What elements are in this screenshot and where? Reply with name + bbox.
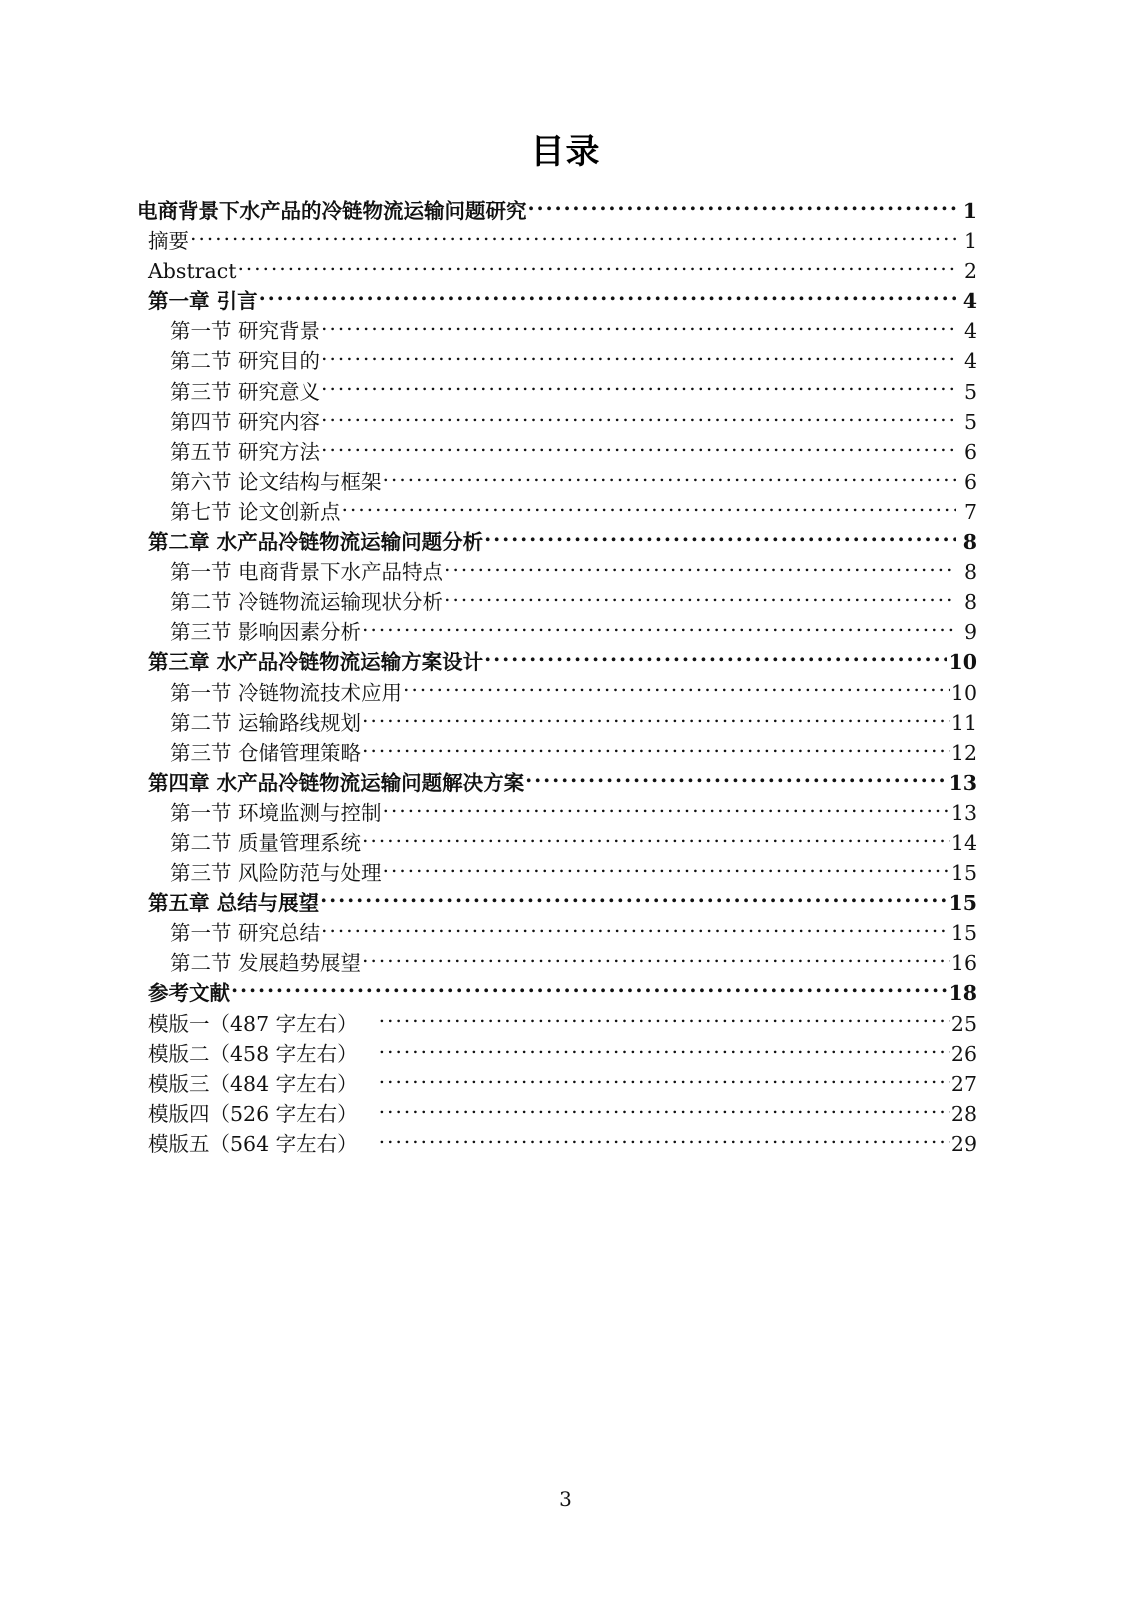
toc-entry[interactable]: [137, 377, 977, 407]
toc-entry-page-number: 2: [963, 259, 977, 284]
toc-entry-label: 第五节 研究方法: [170, 439, 321, 464]
toc-dot-leader: [528, 198, 957, 219]
toc-entry-label: 模版三（484 字左右）: [148, 1071, 358, 1096]
toc-entry-label: 第三节 研究意义: [170, 379, 321, 404]
toc-entry-label: 第一节 电商背景下水产品特点: [170, 560, 444, 585]
toc-entry[interactable]: [137, 1099, 977, 1129]
toc-dot-leader: [362, 739, 950, 760]
toc-entry-label: 第二节 质量管理系统: [170, 830, 362, 855]
toc-dot-leader: [379, 1010, 950, 1031]
toc-entry-label: 第三章 水产品冷链物流运输方案设计: [148, 650, 484, 675]
page-title: 目录: [530, 132, 601, 172]
toc-dot-leader: [342, 498, 956, 519]
toc-entry-label: Abstract: [148, 259, 237, 284]
toc-entry[interactable]: [137, 316, 977, 346]
toc-dot-leader: [379, 1130, 950, 1151]
toc-entry-label: 第三节 仓储管理策略: [170, 740, 362, 765]
toc-dot-leader: [525, 769, 947, 790]
toc-entry-page-number: 18: [948, 981, 977, 1006]
toc-entry[interactable]: [137, 1069, 977, 1099]
toc-entry-page-number: 5: [963, 379, 977, 404]
toc-entry[interactable]: [137, 467, 977, 497]
toc-entry-label: 第一节 研究总结: [170, 921, 321, 946]
toc-entry-label: 参考文献: [148, 981, 230, 1006]
toc-entry-label: 第二节 研究目的: [170, 349, 321, 374]
toc-entry-label: 第五章 总结与展望: [148, 891, 320, 916]
toc-entry[interactable]: [137, 1039, 977, 1069]
toc-dot-leader: [444, 559, 956, 580]
toc-entry[interactable]: [137, 557, 977, 587]
toc-entry-page-number: 1: [963, 229, 977, 254]
toc-entry-label: 第六节 论文结构与框架: [170, 469, 382, 494]
toc-entry-page-number: 13: [950, 800, 977, 825]
toc-entry-label: 第二章 水产品冷链物流运输问题分析: [148, 530, 484, 555]
toc-entry-page-number: 14: [950, 830, 977, 855]
footer-page-number: 3: [559, 1487, 572, 1511]
toc-entry[interactable]: [137, 346, 977, 376]
toc-dot-leader: [444, 589, 956, 610]
toc-entry-page-number: 5: [963, 409, 977, 434]
toc-entry-label: 模版一（487 字左右）: [148, 1011, 358, 1036]
toc-dot-leader: [484, 649, 947, 670]
toc-dot-leader: [484, 529, 956, 550]
toc-entry[interactable]: [137, 587, 977, 617]
toc-dot-leader: [362, 709, 950, 730]
toc-entry[interactable]: [137, 1009, 977, 1039]
toc-entry-page-number: 6: [963, 439, 977, 464]
toc-entry[interactable]: [137, 948, 977, 978]
toc-entry-label: 第二节 冷链物流运输现状分析: [170, 590, 444, 615]
toc-dot-leader: [321, 920, 950, 941]
toc-entry-page-number: 10: [948, 650, 977, 675]
toc-entry-page-number: 16: [950, 951, 977, 976]
toc-entry-page-number: 8: [962, 530, 977, 555]
toc-entry-page-number: 4: [963, 319, 977, 344]
toc-entry-page-number: 15: [948, 891, 977, 916]
toc-dot-leader: [383, 799, 950, 820]
toc-entry-label: 模版四（526 字左右）: [148, 1101, 358, 1126]
toc-entry-label: 第七节 论文创新点: [170, 499, 341, 524]
toc-dot-leader: [321, 408, 956, 429]
toc-entry[interactable]: [137, 708, 977, 738]
toc-entry-page-number: 11: [950, 710, 977, 735]
toc-entry[interactable]: [137, 256, 977, 286]
toc-entry[interactable]: [137, 226, 977, 256]
toc-entry-page-number: 6: [963, 469, 977, 494]
toc-entry-label: 第二节 运输路线规划: [170, 710, 362, 735]
toc-entry-page-number: 7: [963, 499, 977, 524]
toc-entry-page-number: 15: [950, 921, 977, 946]
toc-entry-page-number: 27: [950, 1071, 977, 1096]
toc-entry[interactable]: [137, 647, 977, 677]
toc-entry-label: 第四章 水产品冷链物流运输问题解决方案: [148, 770, 525, 795]
toc-dot-leader: [379, 1040, 950, 1061]
toc-dot-leader: [237, 258, 956, 279]
toc-entry-label: 第二节 发展趋势展望: [170, 951, 362, 976]
toc-entry[interactable]: [137, 286, 977, 316]
toc-entry[interactable]: [137, 527, 977, 557]
toc-dot-leader: [362, 950, 950, 971]
toc-dot-leader: [320, 890, 947, 911]
toc-entry-page-number: 29: [950, 1131, 977, 1156]
toc-entry-page-number: 4: [962, 289, 977, 314]
toc-dot-leader: [362, 619, 956, 640]
toc-dot-leader: [231, 980, 947, 1001]
toc-entry[interactable]: [137, 407, 977, 437]
toc-entry-label: 摘要: [148, 229, 189, 254]
toc-entry-page-number: 10: [950, 680, 977, 705]
toc-dot-leader: [259, 288, 956, 309]
toc-dot-leader: [379, 1070, 950, 1091]
toc-entry[interactable]: [137, 1129, 977, 1159]
toc-entry[interactable]: [137, 888, 977, 918]
toc-dot-leader: [190, 228, 956, 249]
toc-dot-leader: [403, 679, 950, 700]
toc-dot-leader: [321, 318, 956, 339]
toc-entry-label: 第四节 研究内容: [170, 409, 321, 434]
toc-entry-label: 模版五（564 字左右）: [148, 1131, 358, 1156]
toc-entry-page-number: 1: [962, 199, 977, 223]
toc-entry-label: 第一章 引言: [148, 289, 258, 314]
toc-entry-page-number: 28: [950, 1101, 977, 1126]
toc-entry-label: 第一节 环境监测与控制: [170, 800, 382, 825]
toc-dot-leader: [383, 860, 950, 881]
toc-entry[interactable]: [137, 918, 977, 948]
toc-entry-label: 电商背景下水产品的冷链物流运输问题研究: [137, 199, 527, 223]
toc-dot-leader: [383, 468, 956, 489]
toc-entry-label: 第三节 风险防范与处理: [170, 861, 382, 886]
toc-entry[interactable]: [137, 978, 977, 1008]
toc-entry[interactable]: [137, 497, 977, 527]
toc-dot-leader: [321, 378, 956, 399]
toc-entry[interactable]: [137, 768, 977, 798]
toc-entry-page-number: 4: [963, 349, 977, 374]
toc-entry-page-number: 9: [963, 620, 977, 645]
toc-entry[interactable]: [137, 798, 977, 828]
toc-entry-page-number: 8: [963, 560, 977, 585]
toc-dot-leader: [321, 348, 956, 369]
toc-entry[interactable]: [137, 828, 977, 858]
toc-entry-page-number: 25: [950, 1011, 977, 1036]
toc-entry-page-number: 8: [963, 590, 977, 615]
toc-entry[interactable]: [137, 617, 977, 647]
toc-dot-leader: [321, 438, 956, 459]
toc-entry[interactable]: [137, 738, 977, 768]
toc-entry[interactable]: [137, 437, 977, 467]
toc-dot-leader: [379, 1100, 950, 1121]
toc-list: [137, 196, 977, 1159]
toc-entry-page-number: 26: [950, 1041, 977, 1066]
toc-entry-page-number: 12: [950, 740, 977, 765]
toc-dot-leader: [362, 829, 950, 850]
toc-entry-label: 第一节 研究背景: [170, 319, 321, 344]
toc-entry-label: 第三节 影响因素分析: [170, 620, 362, 645]
toc-entry-page-number: 13: [948, 770, 977, 795]
toc-entry-label: 第一节 冷链物流技术应用: [170, 680, 403, 705]
toc-entry[interactable]: [137, 858, 977, 888]
toc-entry-label: 模版二（458 字左右）: [148, 1041, 358, 1066]
toc-entry[interactable]: [137, 196, 977, 226]
toc-entry-page-number: 15: [950, 861, 977, 886]
toc-entry[interactable]: [137, 678, 977, 708]
